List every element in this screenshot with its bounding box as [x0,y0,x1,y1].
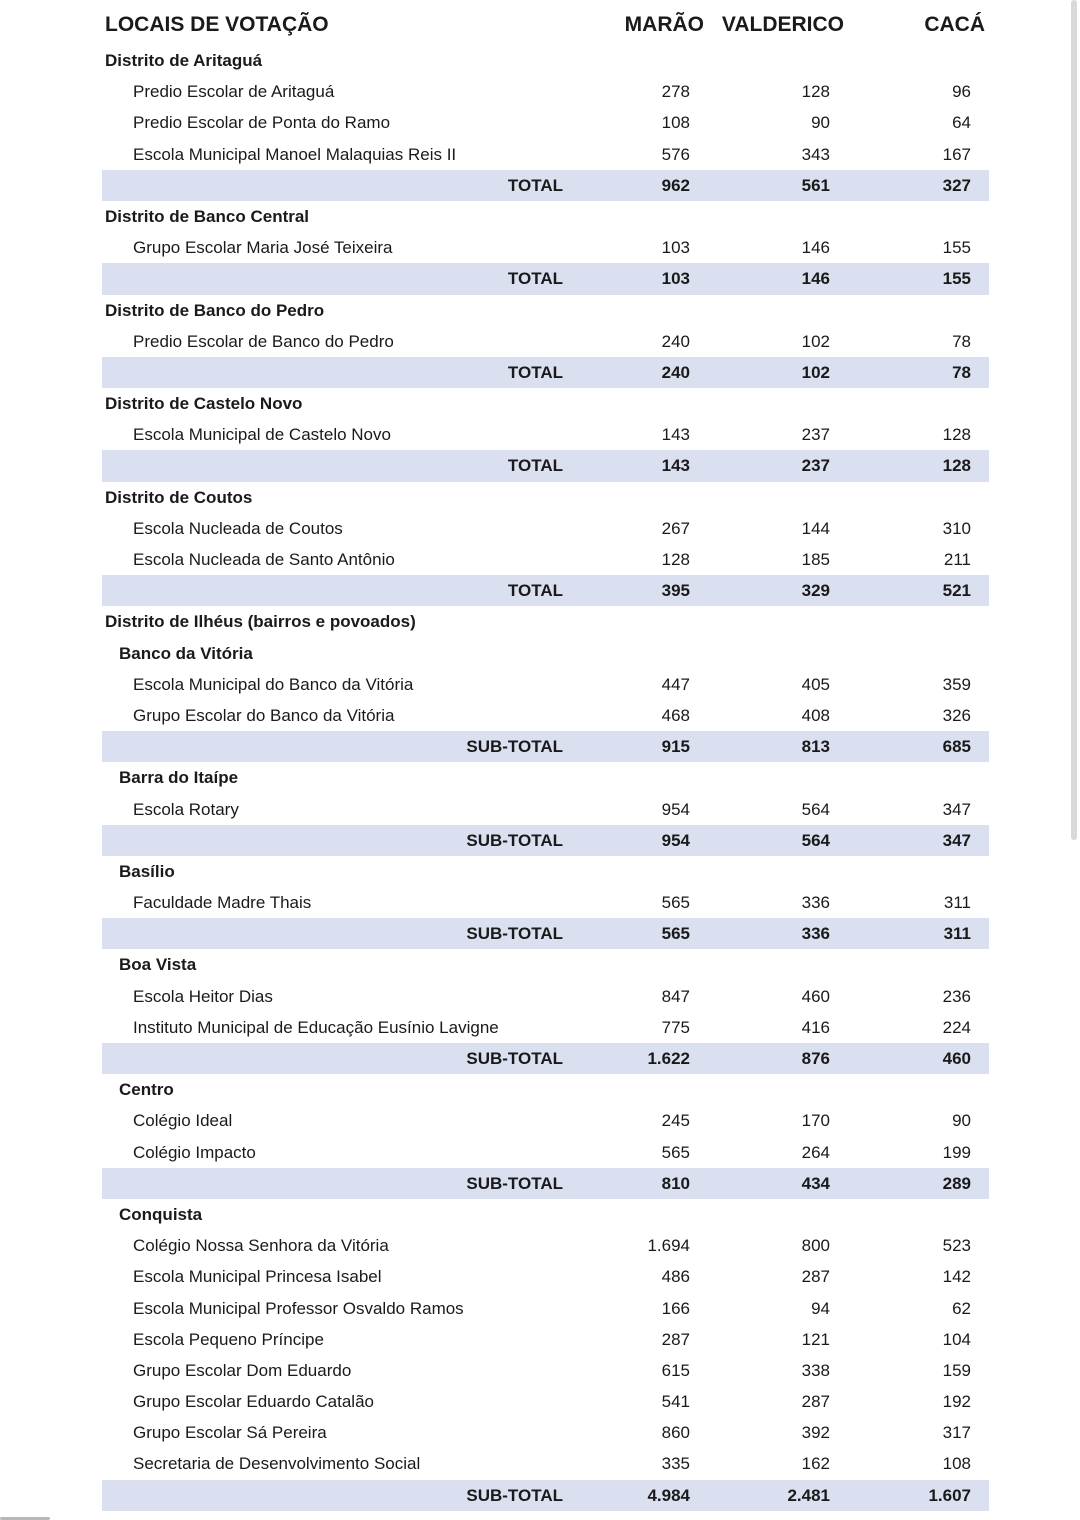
vote-count-candidate-2: 162 [801,1454,830,1474]
vote-count-candidate-3: 108 [942,1454,971,1474]
district-name: Distrito de Banco do Pedro [105,300,325,320]
subgroup-name: Centro [119,1080,174,1100]
location-name: Escola Municipal Professor Osvaldo Ramos [133,1298,464,1318]
district-row [0,295,1080,326]
total-row [102,575,989,606]
vote-count-candidate-3: 326 [942,705,971,725]
district-name: Distrito de Coutos [105,487,253,507]
vote-count-candidate-1: 954 [661,799,690,819]
district-row [0,201,1080,232]
location-name: Faculdade Madre Thais [133,893,312,913]
location-name: Escola Municipal Princesa Isabel [133,1267,382,1287]
vote-count-candidate-2: 336 [801,893,830,913]
vote-count-candidate-1: 335 [661,1454,690,1474]
table-row [0,1355,1080,1386]
vote-count-candidate-3: 192 [942,1392,971,1412]
vote-count-candidate-2: 434 [801,1173,830,1193]
total-label: TOTAL [507,581,563,601]
location-name: Escola Pequeno Príncipe [133,1329,324,1349]
vote-count-candidate-1: 468 [661,705,690,725]
subgroup-row [0,1199,1080,1230]
vote-count-candidate-2: 170 [801,1111,830,1131]
vote-count-candidate-3: 289 [942,1173,971,1193]
subgroup-name: Basílio [119,861,175,881]
vote-count-candidate-1: 847 [661,986,690,1006]
table-row [0,139,1080,170]
location-name: Colégio Ideal [133,1111,233,1131]
table-row [0,669,1080,700]
vote-count-candidate-3: 317 [942,1423,971,1443]
location-name: Grupo Escolar Eduardo Catalão [133,1392,374,1412]
subgroup-name: Boa Vista [119,955,197,975]
vote-count-candidate-2: 800 [801,1236,830,1256]
district-name: Distrito de Ilhéus (bairros e povoados) [105,612,416,632]
subtotal-row [102,1168,989,1199]
location-name: Grupo Escolar Dom Eduardo [133,1360,352,1380]
total-row [102,357,989,388]
vote-count-candidate-2: 144 [801,518,830,538]
vote-count-candidate-3: 521 [942,581,971,601]
vote-count-candidate-3: 685 [942,737,971,757]
vote-count-candidate-3: 347 [942,799,971,819]
vote-count-candidate-2: 237 [801,425,830,445]
vote-count-candidate-2: 90 [811,113,830,133]
vote-count-candidate-1: 1.622 [647,1049,690,1068]
vote-count-candidate-1: 775 [661,1017,690,1037]
table-row [0,1386,1080,1417]
table-row [0,794,1080,825]
vote-count-candidate-1: 1.694 [647,1236,690,1256]
vote-count-candidate-1: 128 [661,550,690,569]
vote-count-candidate-1: 576 [661,144,690,164]
district-row [0,388,1080,419]
total-row [102,263,989,294]
total-row [102,170,989,201]
vote-count-candidate-1: 143 [661,456,690,476]
vote-count-candidate-1: 103 [661,269,690,289]
vote-count-candidate-2: 416 [801,1017,830,1037]
vote-count-candidate-2: 564 [801,799,830,819]
vote-count-candidate-2: 343 [801,144,830,164]
vote-count-candidate-2: 102 [801,331,830,351]
table-row [0,1230,1080,1261]
subtotal-row [102,825,989,856]
vote-count-candidate-2: 876 [801,1049,830,1068]
vote-count-candidate-1: 395 [661,581,690,601]
total-row [102,450,989,481]
vote-count-candidate-1: 287 [661,1329,690,1349]
vote-count-candidate-3: 236 [942,986,971,1006]
vote-count-candidate-3: 327 [942,175,971,195]
vote-count-candidate-3: 78 [952,331,971,351]
location-name: Predio Escolar de Banco do Pedro [133,331,394,351]
table-row [0,76,1080,107]
vote-count-candidate-3: 142 [942,1267,971,1287]
vote-count-candidate-1: 103 [661,238,690,258]
vote-count-candidate-1: 166 [661,1298,690,1318]
location-name: Predio Escolar de Aritaguá [133,82,335,102]
table-row [0,107,1080,138]
vote-count-candidate-1: 615 [661,1360,690,1380]
table-row [0,1105,1080,1136]
table-row [0,419,1080,450]
vote-count-candidate-2: 329 [801,581,830,601]
vote-count-candidate-3: 311 [943,893,971,913]
subtotal-row [102,1480,989,1511]
header-candidate-2: VALDERICO [721,13,844,36]
vote-count-candidate-3: 224 [942,1017,971,1037]
vote-count-candidate-3: 62 [952,1298,971,1318]
vote-count-candidate-3: 199 [942,1142,971,1162]
total-label: SUB-TOTAL [466,1049,563,1068]
total-label: SUB-TOTAL [466,830,563,850]
total-label: TOTAL [507,175,563,195]
vote-count-candidate-2: 102 [801,362,830,382]
table-row [0,981,1080,1012]
location-name: Escola Nucleada de Coutos [133,518,343,538]
location-name: Grupo Escolar do Banco da Vitória [133,705,395,725]
table-row [0,513,1080,544]
subtotal-row [102,918,989,949]
vote-count-candidate-1: 245 [661,1111,690,1131]
header-locations: LOCAIS DE VOTAÇÃO [105,13,329,36]
vote-count-candidate-1: 565 [661,893,690,913]
district-row [0,606,1080,637]
table-row [0,1417,1080,1448]
vote-count-candidate-2: 237 [801,456,830,476]
vote-count-candidate-2: 564 [801,830,830,850]
vote-count-candidate-3: 64 [952,113,971,133]
vote-count-candidate-1: 962 [661,175,690,195]
total-label: TOTAL [507,456,563,476]
subgroup-row [0,856,1080,887]
table-row [0,1293,1080,1324]
district-name: Distrito de Aritaguá [105,51,263,70]
vote-count-candidate-1: 108 [661,113,690,133]
total-label: TOTAL [507,269,563,289]
location-name: Colégio Impacto [133,1142,256,1162]
subgroup-name: Banco da Vitória [119,643,253,663]
vote-count-candidate-2: 561 [801,175,830,195]
vote-count-candidate-3: 359 [942,674,971,694]
district-name: Distrito de Castelo Novo [105,394,303,414]
vote-count-candidate-2: 185 [801,550,830,569]
total-label: TOTAL [507,362,563,382]
vote-count-candidate-2: 264 [801,1142,830,1162]
vote-count-candidate-1: 954 [661,830,690,850]
vote-count-candidate-2: 94 [811,1298,830,1318]
subgroup-row [0,762,1080,793]
table-row [0,887,1080,918]
subgroup-name: Conquista [119,1204,203,1224]
table-header [0,0,1080,45]
vote-count-candidate-1: 486 [661,1267,690,1287]
vote-count-candidate-3: 211 [943,550,971,569]
vote-count-candidate-2: 392 [801,1423,830,1443]
subgroup-name: Barra do Itaípe [119,768,239,788]
table-row [0,544,1080,575]
vote-count-candidate-2: 146 [801,238,830,258]
subgroup-row [0,1074,1080,1105]
vote-count-candidate-1: 915 [661,737,690,757]
vote-count-candidate-3: 78 [952,362,971,382]
location-name: Escola Heitor Dias [133,986,273,1006]
vote-count-candidate-2: 408 [801,705,830,725]
vote-count-candidate-1: 240 [661,331,690,351]
vote-count-candidate-2: 336 [801,924,830,944]
vote-count-candidate-3: 155 [942,269,971,289]
table-row [0,1137,1080,1168]
vote-count-candidate-2: 338 [801,1360,830,1380]
total-label: SUB-TOTAL [466,1485,563,1505]
vote-count-candidate-2: 287 [801,1267,830,1287]
vote-count-candidate-1: 565 [661,924,690,944]
vote-count-candidate-1: 447 [661,674,690,694]
vote-count-candidate-2: 121 [801,1329,830,1349]
table-row [0,1448,1080,1479]
vote-count-candidate-3: 96 [952,82,971,102]
results-table-body [0,45,1080,1511]
vote-count-candidate-3: 460 [942,1049,971,1068]
location-name: Escola Municipal Manoel Malaquias Reis II [133,144,457,164]
vote-count-candidate-1: 4.984 [647,1485,690,1505]
subtotal-row [102,731,989,762]
total-label: SUB-TOTAL [466,924,563,944]
vote-count-candidate-3: 159 [942,1360,971,1380]
vote-count-candidate-2: 146 [801,269,830,289]
vote-count-candidate-3: 155 [942,238,971,258]
vote-count-candidate-2: 405 [801,674,830,694]
vote-count-candidate-2: 2.481 [787,1485,830,1505]
vote-count-candidate-3: 128 [942,425,971,445]
vote-count-candidate-1: 810 [661,1173,690,1193]
vote-count-candidate-1: 240 [661,362,690,382]
vote-count-candidate-1: 860 [661,1423,690,1443]
vote-count-candidate-1: 541 [661,1392,690,1412]
table-row [0,1012,1080,1043]
vote-count-candidate-3: 523 [942,1236,971,1256]
subtotal-row [102,1043,989,1074]
location-name: Colégio Nossa Senhora da Vitória [133,1236,389,1256]
subgroup-row [0,949,1080,980]
location-name: Grupo Escolar Maria José Teixeira [133,238,393,258]
subgroup-row [0,638,1080,669]
vote-count-candidate-1: 278 [661,82,690,102]
table-row [0,232,1080,263]
vote-count-candidate-2: 813 [801,737,830,757]
header-candidate-3: CACÁ [924,13,985,36]
district-name: Distrito de Banco Central [105,206,310,226]
table-row [0,326,1080,357]
vote-count-candidate-1: 143 [661,425,690,445]
vertical-scrollbar[interactable] [1071,0,1077,840]
vote-count-candidate-3: 90 [952,1111,971,1131]
vote-count-candidate-2: 287 [801,1392,830,1412]
vote-count-candidate-3: 1.607 [928,1485,971,1505]
location-name: Instituto Municipal de Educação Eusínio Lavigne [133,1017,499,1037]
vote-count-candidate-3: 104 [942,1329,971,1349]
location-name: Escola Municipal de Castelo Novo [133,425,391,445]
location-name: Secretaria de Desenvolvimento Social [133,1454,421,1474]
district-row [0,482,1080,513]
total-label: SUB-TOTAL [466,737,563,757]
vote-count-candidate-3: 347 [942,830,971,850]
location-name: Escola Municipal do Banco da Vitória [133,674,414,694]
table-row [0,700,1080,731]
header-candidate-1: MARÃO [624,13,704,36]
district-row [0,45,1080,76]
vote-count-candidate-1: 267 [661,518,690,538]
vote-count-candidate-3: 311 [943,924,971,944]
location-name: Escola Nucleada de Santo Antônio [133,550,395,569]
location-name: Grupo Escolar Sá Pereira [133,1423,327,1443]
table-row [0,1324,1080,1355]
total-label: SUB-TOTAL [466,1173,563,1193]
location-name: Escola Rotary [133,799,239,819]
table-row [0,1261,1080,1292]
vote-count-candidate-3: 310 [942,518,971,538]
vote-count-candidate-3: 167 [942,144,971,164]
location-name: Predio Escolar de Ponta do Ramo [133,113,391,133]
vote-count-candidate-2: 460 [801,986,830,1006]
vote-count-candidate-2: 128 [801,82,830,102]
vote-count-candidate-3: 128 [942,456,971,476]
vote-count-candidate-1: 565 [661,1142,690,1162]
